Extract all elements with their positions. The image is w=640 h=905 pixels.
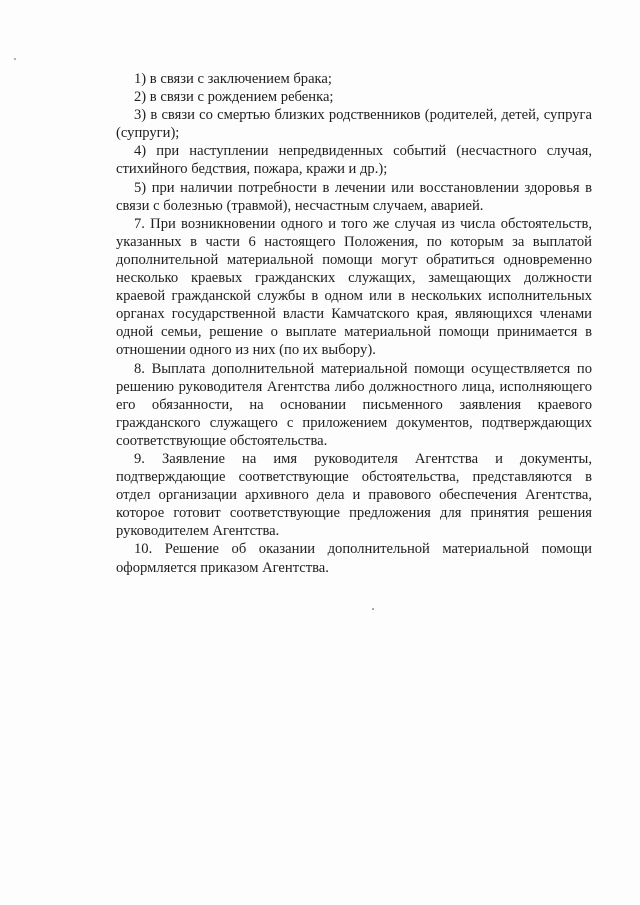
paragraph-8: 8. Выплата дополнительной материальной помощи осуществляется по решению руководителя Агентства либо должностного лица, исполняющего его обязанности, на основании письменного заявления краевого гражданского служащего с приложением документов, подтверждающих соответствующие обстоятельства. [116, 360, 592, 449]
paragraph-9: 9. Заявление на имя руководителя Агентства и документы, подтверждающие соответствующие обстоятельства, представляются в отдел организации архивного дела и правового обеспечения Агентства, которое готовит соответствующие предложения для принятия решения руководителем Агентства. [116, 450, 592, 540]
scan-speck [372, 608, 374, 610]
list-item: 3) в связи со смертью близких родственников (родителей, детей, супруга (супруги); [116, 107, 592, 142]
paragraph-7: 7. При возникновении одного и того же случая из числа обстоятельств, указанных в части 6 настоящего Положения, по которым за выплатой дополнительной материальной помощи могут обратиться одновременно несколько краевых гражданских служащих, замещающих должности краевой гражданской службы в одном или в нескольких исполнительных органах государственной власти Камчатского края, являющихся членами одной семьи, решение о выплате материальной помощи принимается в отношении одного из них (по их выбору). [116, 215, 592, 359]
list-item: 4) при наступлении непредвиденных событий (несчастного случая, стихийного бедствия, пожара, кражи и др.); [116, 143, 592, 178]
scan-speck [14, 58, 16, 60]
list-item: 5) при наличии потребности в лечении или восстановлении здоровья в связи с болезнью (травмой), несчастным случаем, аварией. [116, 179, 592, 214]
list-item: 2) в связи с рождением ребенка; [134, 89, 334, 106]
document-body [116, 70, 592, 577]
paragraph-10: 10. Решение об оказании дополнительной материальной помощи оформляется приказом Агентства. [116, 541, 592, 576]
list-item: 1) в связи с заключением брака; [134, 71, 332, 87]
